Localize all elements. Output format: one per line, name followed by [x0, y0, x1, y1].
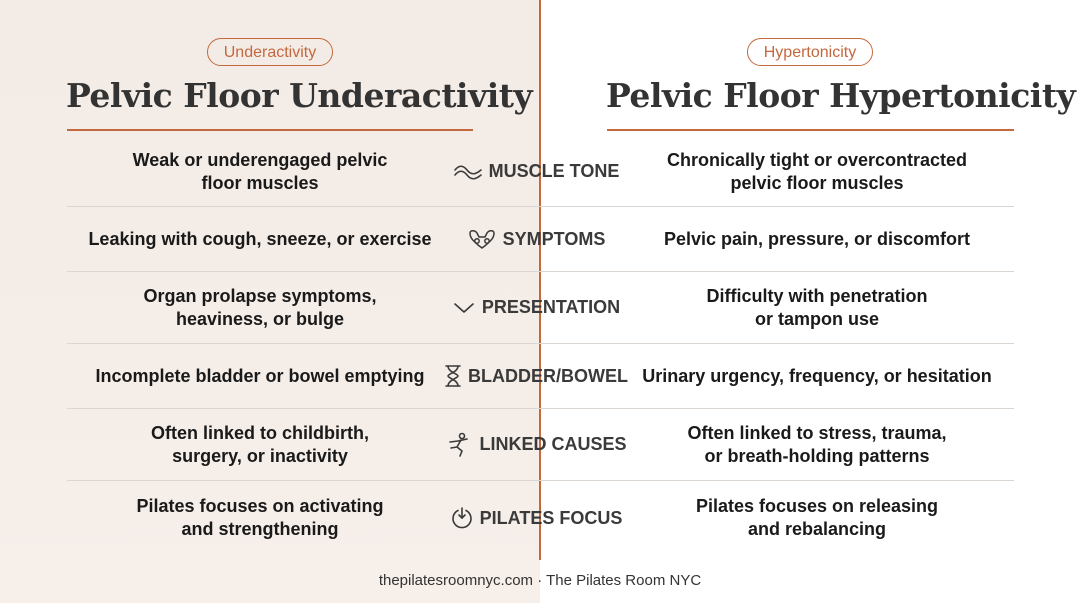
underactivity-heading: Pelvic Floor Underactivity [66, 76, 533, 115]
comparison-row [67, 207, 1014, 272]
wave-icon [453, 162, 483, 182]
pelvis-icon [467, 228, 497, 250]
right-heading-rule [607, 129, 1014, 131]
category-label: PRESENTATION [441, 272, 631, 343]
underactivity-cell: Weak or underengaged pelvic floor muscles [132, 149, 388, 193]
underactivity-cell: Incomplete bladder or bowel emptying [95, 365, 425, 386]
hypertonicity-cell: Urinary urgency, frequency, or hesitation [642, 365, 992, 386]
hypertonicity-cell: Pelvic pain, pressure, or discomfort [663, 228, 971, 249]
hypertonicity-cell: Chronically tight or overcontracted pelvic floor muscles [666, 149, 968, 193]
category-label: SYMPTOMS [441, 207, 631, 271]
hypertonicity-cell: Pilates focuses on releasing and rebalancing [695, 496, 939, 539]
category-label: PILATES FOCUS [441, 481, 631, 555]
category-label: BLADDER/BOWEL [441, 344, 631, 408]
hypertonicity-cell: Difficulty with penetration or tampon use [706, 285, 928, 329]
left-heading-rule [67, 129, 473, 131]
category-label: MUSCLE TONE [441, 137, 631, 206]
comparison-row [67, 272, 1014, 344]
hypertonicity-heading: Pelvic Floor Hypertonicity [606, 76, 1076, 115]
underactivity-cell: Pilates focuses on activating and strengthening [136, 496, 384, 539]
underactivity-badge: Underactivity [207, 38, 333, 66]
footer-credit: thepilatesroomnyc.com · The Pilates Room NYC [378, 572, 702, 589]
underactivity-cell: Leaking with cough, sneeze, or exercise [88, 228, 432, 249]
chevron-down-icon [452, 300, 476, 316]
comparison-row [67, 481, 1014, 555]
comparison-row [67, 344, 1014, 409]
comparison-row [67, 137, 1014, 207]
hourglass-icon [444, 364, 462, 388]
comparison-row [67, 409, 1014, 481]
hypertonicity-cell: Often linked to stress, trauma, or breath-holding patterns [687, 422, 947, 466]
hypertonicity-badge: Hypertonicity [747, 38, 873, 66]
rotate-icon [450, 506, 474, 530]
category-label: LINKED CAUSES [441, 409, 631, 480]
underactivity-cell: Organ prolapse symptoms, heaviness, or bulge [143, 285, 377, 329]
figure-icon [445, 432, 473, 458]
underactivity-cell: Often linked to childbirth, surgery, or inactivity [151, 422, 369, 466]
